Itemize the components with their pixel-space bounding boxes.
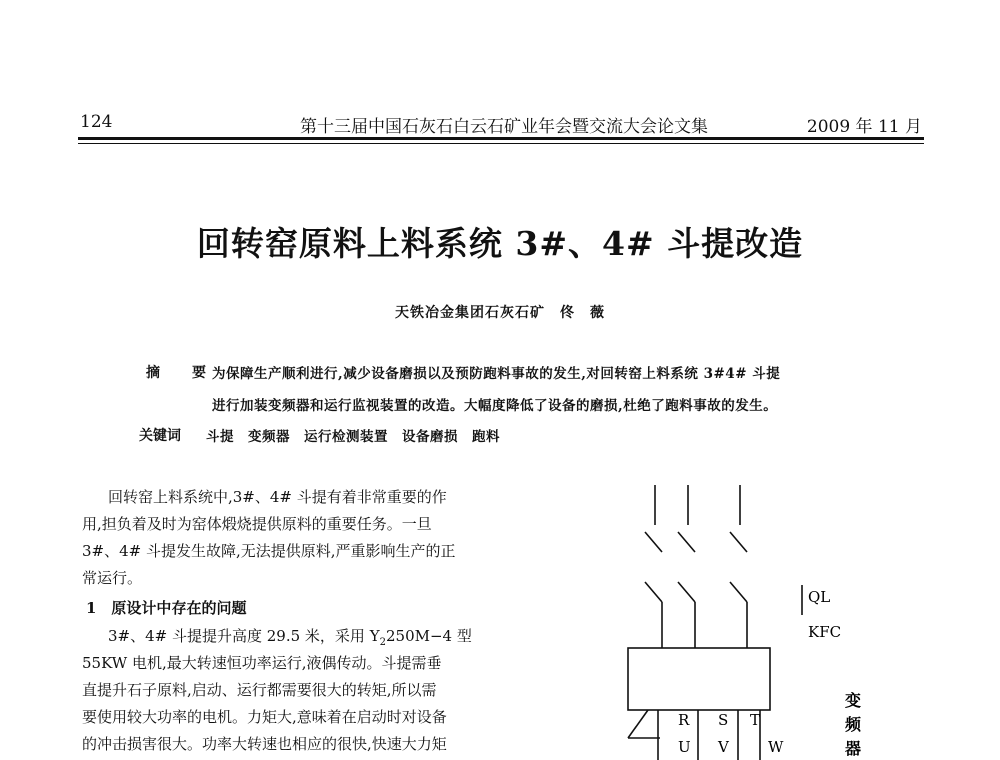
subscript: 2 [379, 637, 386, 648]
ground-slant [628, 710, 648, 738]
ql-contact [645, 532, 662, 552]
body-line [108, 625, 518, 648]
terminal-t: T [750, 711, 761, 729]
body-text: 250M−4 型 [385, 627, 472, 645]
terminal-u: U [678, 738, 691, 756]
kfc-contact [730, 582, 747, 602]
body-line: 用,担负着及时为窑体煅烧提供原料的重要任务。一旦 [82, 515, 432, 533]
label-kfc: KFC [808, 623, 842, 641]
page-number: 124 [80, 112, 113, 132]
body-text: 3#、4# 斗提提升高度 29.5 米，采用 Y [108, 627, 380, 645]
ql-contact [730, 532, 747, 552]
body-line: 回转窑上料系统中,3#、4# 斗提有着非常重要的作 [108, 488, 447, 506]
vfd-char: 器 [845, 739, 862, 758]
terminal-r: R [678, 711, 690, 729]
vfd-box [628, 648, 770, 710]
body-line: 要使用较大功率的电机。力矩大,意味着在启动时对设备 [82, 708, 447, 726]
abstract-label: 摘 要 [146, 365, 215, 381]
abstract-line: 进行加装变频器和运行监视装置的改造。大幅度降低了设备的磨损,杜绝了跑料事故的发生。 [212, 398, 778, 414]
abstract-line: 为保障生产顺利进行,减少设备磨损以及预防跑料事故的发生,对回转窑上料系统 3#4# 斗提 [212, 366, 781, 382]
body-line: 常运行。 [82, 569, 143, 587]
header-rule-thick [78, 137, 924, 140]
vfd-char: 变 [845, 691, 862, 710]
body-line: 直提升石子原料,启动、运行都需要很大的转矩,所以需 [82, 681, 437, 699]
kfc-contact [678, 582, 695, 602]
body-line: 3#、4# 斗提发生故障,无法提供原料,严重影响生产的正 [82, 542, 456, 560]
paper-title: 回转窑原料上料系统 3#、4# 斗提改造 [196, 224, 804, 263]
section-heading: 1 原设计中存在的问题 [86, 599, 247, 617]
vfd-char: 频 [845, 715, 862, 734]
kfc-contact [645, 582, 662, 602]
ql-contact [678, 532, 695, 552]
circuit-diagram [600, 470, 930, 760]
body-line: 55KW 电机,最大转速恒功率运行,液偶传动。斗提需垂 [82, 654, 442, 672]
journal-title: 第十三届中国石灰石白云石矿业年会暨交流大会论文集 [300, 117, 708, 137]
keywords-label: 关键词 [139, 428, 181, 444]
body-line: 的冲击损害很大。功率大转速也相应的很快,快速大力矩 [82, 735, 447, 753]
terminal-s: S [718, 711, 729, 729]
author-affiliation: 天铁冶金集团石灰石矿 佟 薇 [395, 305, 605, 321]
header-rule-thin [78, 143, 924, 144]
terminal-w: W [768, 738, 784, 756]
keywords-text: 斗提 变频器 运行检测装置 设备磨损 跑料 [206, 429, 500, 445]
issue-date: 2009 年 11 月 [806, 117, 922, 137]
terminal-v: V [718, 738, 729, 756]
label-ql: QL [808, 588, 831, 606]
